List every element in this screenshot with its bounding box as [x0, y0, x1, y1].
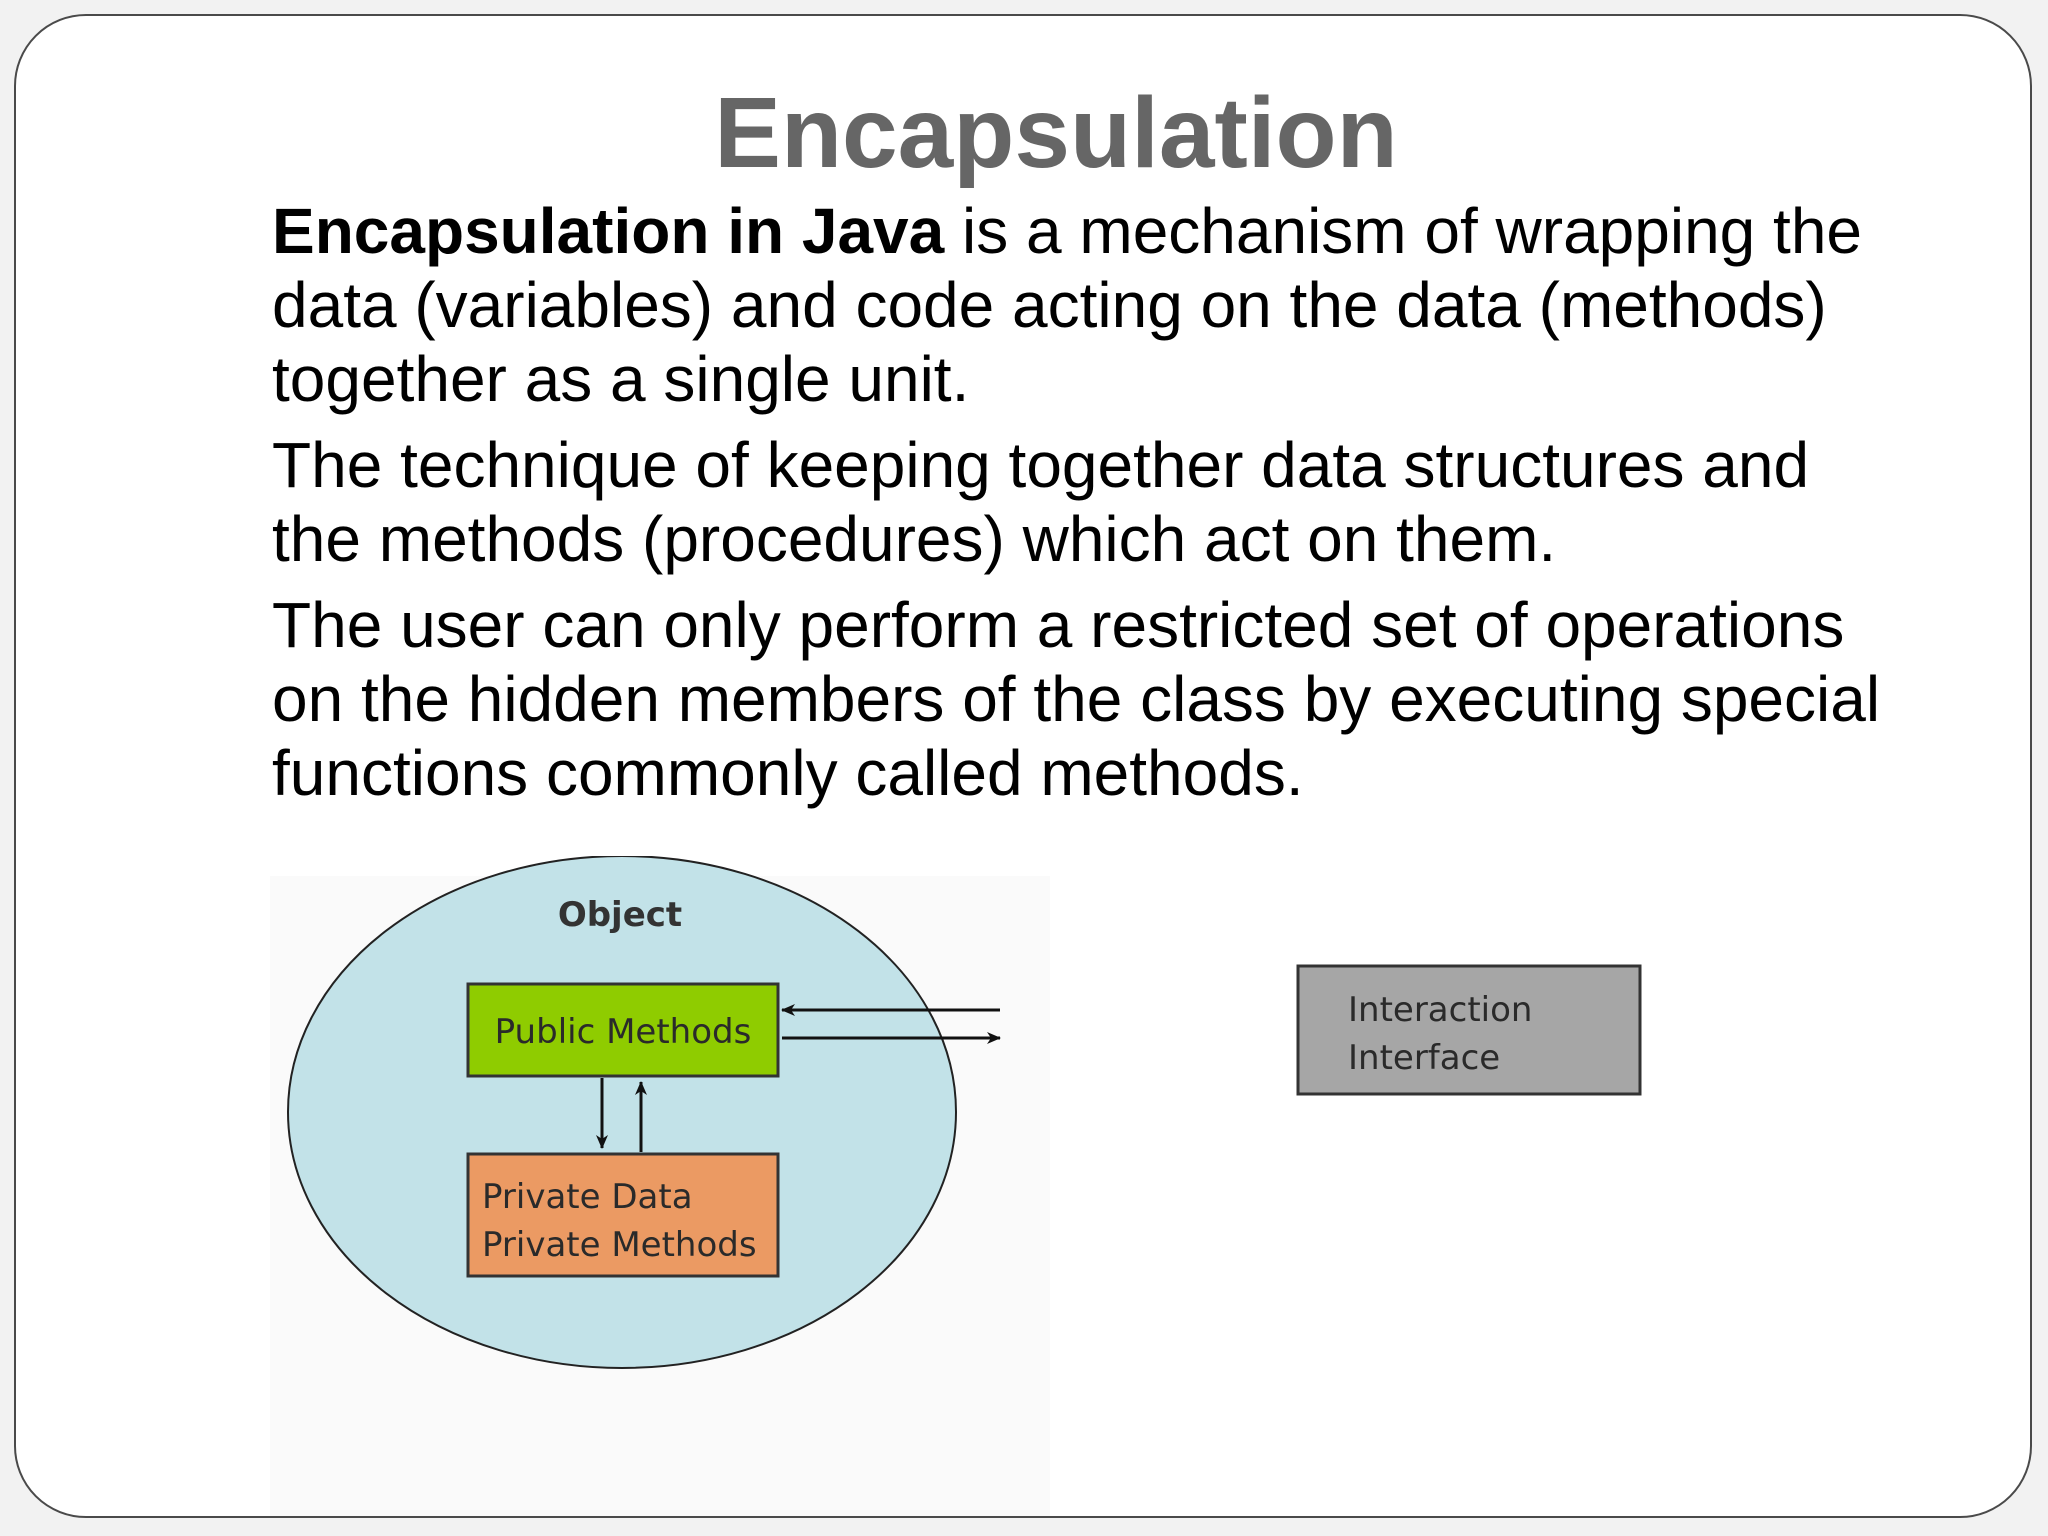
- bullet-text: The user can only perform a restricted set of operations on the hidden members of the class by executing special functions commonly called methods.: [272, 589, 1881, 809]
- interaction-label: Interaction: [1348, 990, 1533, 1030]
- bullet-text: The technique of keeping together data structures and the methods (procedures) which act on them.: [272, 429, 1810, 575]
- bullet-text: is a mechanism of wrapping the data (variables) and code acting on the data (methods) together as a single unit.: [272, 195, 1862, 415]
- encapsulation-diagram: [270, 856, 1710, 1516]
- bullet-item-2: [272, 428, 1912, 576]
- public-methods-label: Public Methods: [494, 1012, 752, 1052]
- bullet-item-1: [272, 194, 1912, 416]
- bullet-list: [272, 194, 1912, 884]
- private-data-label: Private Data: [482, 1177, 693, 1217]
- interface-label: Interface: [1348, 1038, 1501, 1078]
- bullet-item-3: [272, 588, 1912, 810]
- bullet-bold-text: Encapsulation in Java: [272, 195, 945, 267]
- private-methods-label: Private Methods: [482, 1225, 757, 1265]
- slide-title: Encapsulation: [714, 77, 1398, 189]
- slide: [14, 14, 2032, 1518]
- object-label: Object: [557, 895, 683, 935]
